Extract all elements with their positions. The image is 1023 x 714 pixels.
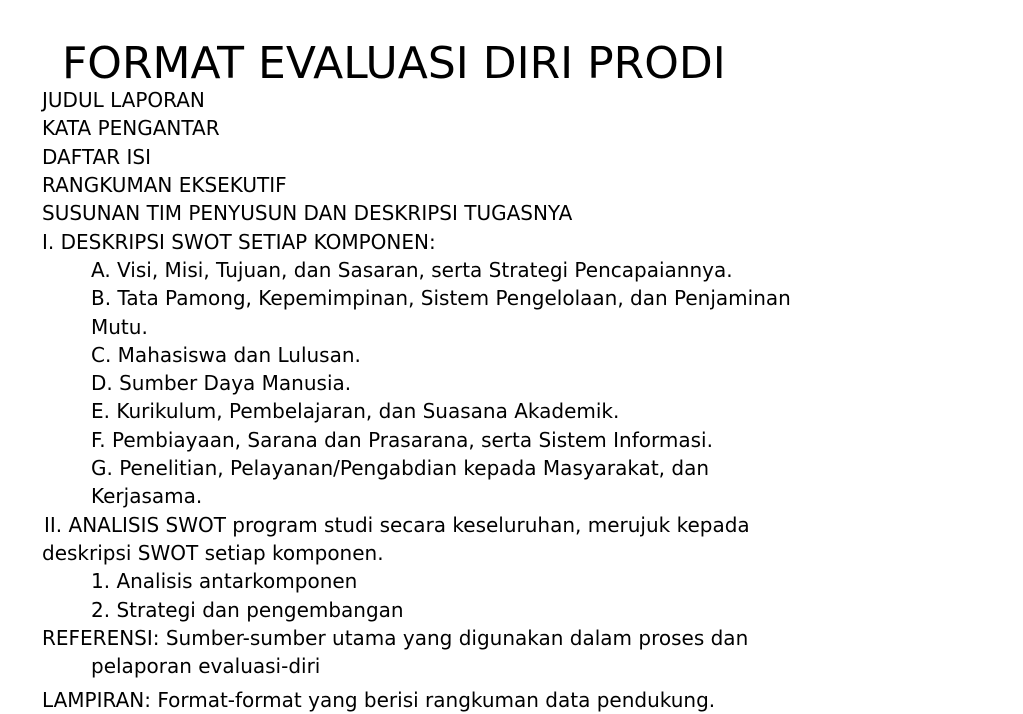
subitem-c: C. Mahasiswa dan Lulusan. bbox=[91, 343, 361, 367]
subitem-b: B. Tata Pamong, Kepemimpinan, Sistem Pengelolaan, dan Penjaminan bbox=[91, 286, 791, 310]
item-lampiran: LAMPIRAN: Format-format yang berisi rangkuman data pendukung. bbox=[42, 688, 716, 712]
item-susunan-tim: SUSUNAN TIM PENYUSUN DAN DESKRIPSI TUGASNYA bbox=[42, 201, 573, 225]
subitem-a: A. Visi, Misi, Tujuan, dan Sasaran, serta Strategi Pencapaiannya. bbox=[91, 258, 733, 282]
item-daftar-isi: DAFTAR ISI bbox=[42, 145, 151, 169]
subitem-b-continued: Mutu. bbox=[91, 315, 148, 339]
item-rangkuman-eksekutif: RANGKUMAN EKSEKUTIF bbox=[42, 173, 287, 197]
subitem-g-continued: Kerjasama. bbox=[91, 484, 203, 508]
item-referensi-continued: pelaporan evaluasi-diri bbox=[91, 654, 321, 678]
section-analisis-swot: II. ANALISIS SWOT program studi secara keseluruhan, merujuk kepada bbox=[44, 513, 750, 537]
page-title: FORMAT EVALUASI DIRI PRODI bbox=[62, 38, 726, 89]
section-deskripsi-swot: I. DESKRIPSI SWOT SETIAP KOMPONEN: bbox=[42, 230, 436, 254]
subitem-1: 1. Analisis antarkomponen bbox=[91, 569, 358, 593]
subitem-g: G. Penelitian, Pelayanan/Pengabdian kepada Masyarakat, dan bbox=[91, 456, 710, 480]
item-judul-laporan: JUDUL LAPORAN bbox=[42, 88, 205, 112]
subitem-f: F. Pembiayaan, Sarana dan Prasarana, serta Sistem Informasi. bbox=[91, 428, 713, 452]
subitem-2: 2. Strategi dan pengembangan bbox=[91, 598, 404, 622]
section-analisis-swot-continued: deskripsi SWOT setiap komponen. bbox=[42, 541, 384, 565]
item-referensi: REFERENSI: Sumber-sumber utama yang digunakan dalam proses dan bbox=[42, 626, 749, 650]
item-kata-pengantar: KATA PENGANTAR bbox=[42, 116, 220, 140]
subitem-e: E. Kurikulum, Pembelajaran, dan Suasana Akademik. bbox=[91, 399, 620, 423]
subitem-d: D. Sumber Daya Manusia. bbox=[91, 371, 352, 395]
